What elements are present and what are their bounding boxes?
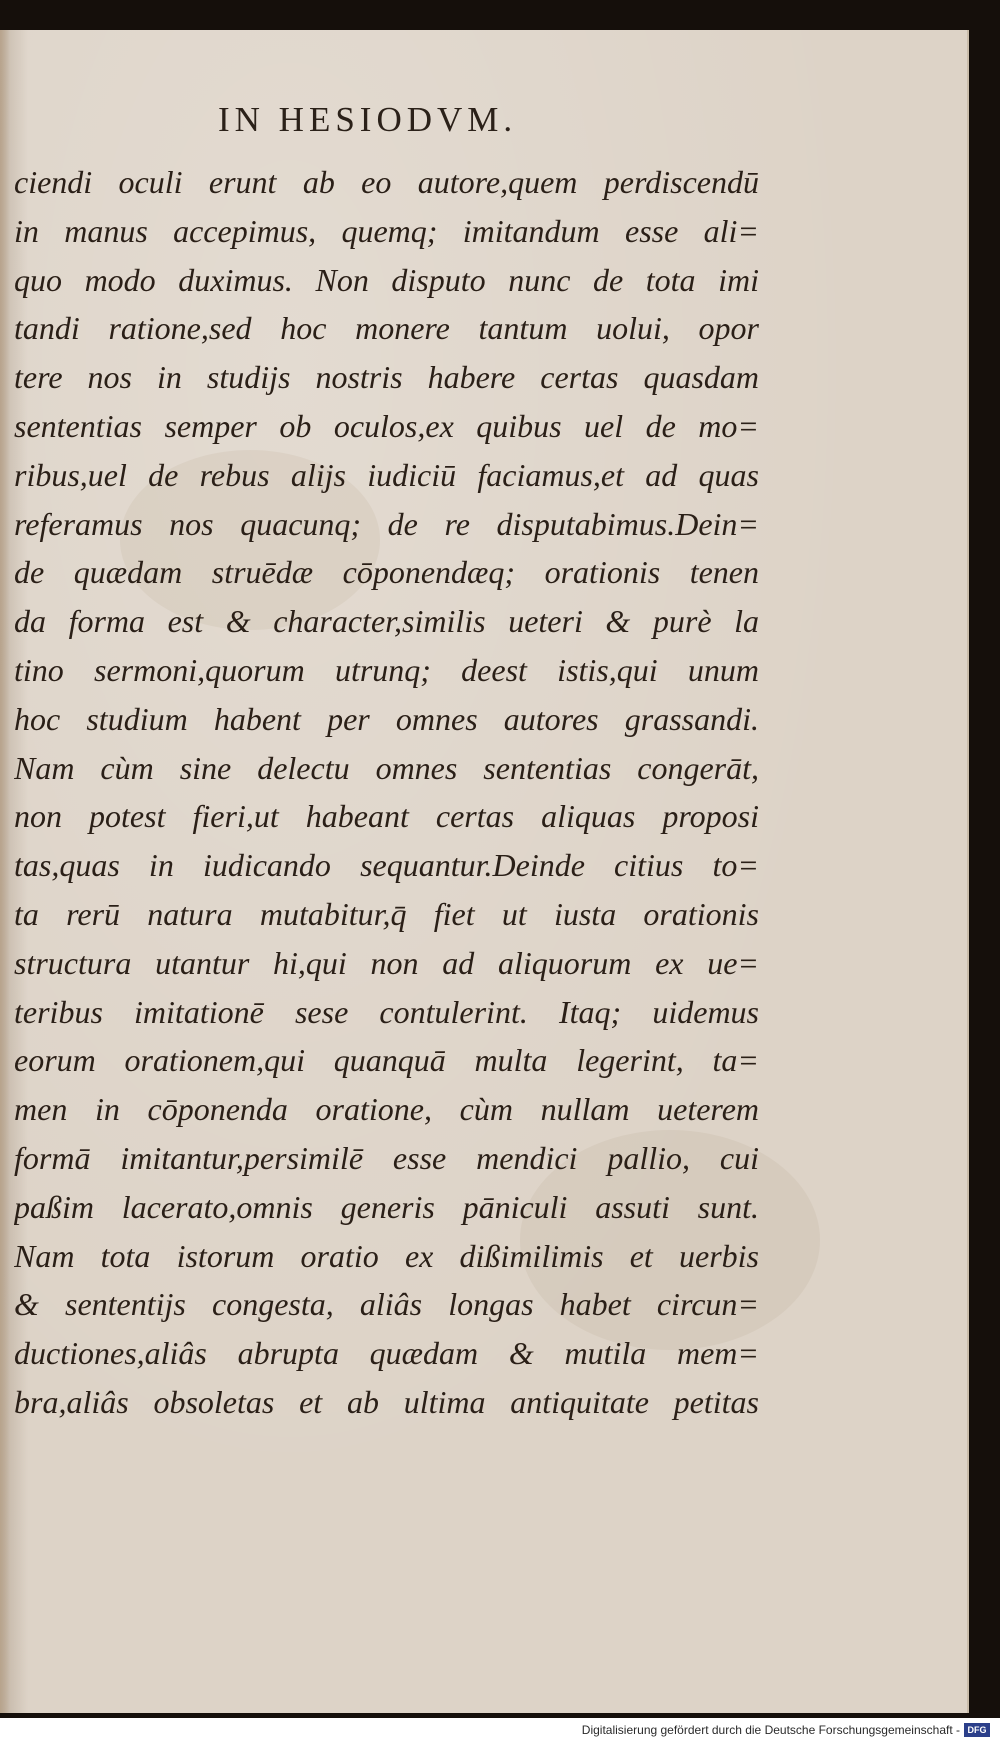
text-line: tas,quas in iudicando sequantur.Deinde citius to= <box>14 847 759 884</box>
text-line: Nam cùm sine delectu omnes sententias congerāt, <box>14 749 759 786</box>
text-line: ta rerū natura mutabitur,q̄ fiet ut iusta orationis <box>14 895 759 932</box>
text-line: da forma est & character,similis ueteri & purè la <box>14 603 759 640</box>
book-page <box>0 30 969 1713</box>
footer-bar <box>0 1718 1000 1743</box>
text-line: sententias semper ob oculos,ex quibus uel de mo= <box>14 407 759 444</box>
text-line: ciendi oculi erunt ab eo autore,quem perdiscendū <box>14 164 759 200</box>
text-line: & sententijs congesta, aliâs longas habet circun= <box>14 1286 759 1323</box>
text-line: Nam tota istorum oratio ex dißimilimis et uerbis <box>14 1237 759 1274</box>
body-text <box>14 158 759 1427</box>
page-gutter-shadow <box>0 30 10 1713</box>
text-line: tandi ratione,sed hoc monere tantum uolui, opor <box>14 310 759 347</box>
text-line: tere nos in studijs nostris habere certas quasdam <box>14 359 759 396</box>
text-line: ductiones,aliâs abrupta quædam & mutila mem= <box>14 1335 759 1372</box>
text-line: referamus nos quacunq; de re disputabimus.Dein= <box>14 505 759 542</box>
text-line: in manus accepimus, quemq; imitandum esse ali= <box>14 212 759 249</box>
text-line: bra,aliâs obsoletas et ab ultima antiquitate petitas <box>14 1383 759 1420</box>
funding-credit: Digitalisierung gefördert durch die Deutsche Forschungsgemeinschaft - <box>581 1723 960 1737</box>
text-line: structura utantur hi,qui non ad aliquorum ex ue= <box>14 944 759 981</box>
text-line: eorum orationem,qui quanquā multa legerint, ta= <box>14 1042 759 1079</box>
text-line: de quædam struēdæ cōponendæq; orationis tenen <box>14 554 759 591</box>
text-line: tino sermoni,quorum utrunq; deest istis,qui unum <box>14 651 759 688</box>
text-line: non potest fieri,ut habeant certas aliquas proposi <box>14 798 759 835</box>
text-line: formā imitantur,persimilē esse mendici pallio, cui <box>14 1139 759 1176</box>
running-head: IN HESIODVM. <box>218 100 518 139</box>
text-line: paßim lacerato,omnis generis pāniculi assuti sunt. <box>14 1188 759 1225</box>
text-line: quo modo duximus. Non disputo nunc de tota imi <box>14 261 759 298</box>
text-line: ribus,uel de rebus alijs iudiciū faciamus,et ad quas <box>14 456 759 493</box>
text-line: men in cōponenda oratione, cùm nullam ueterem <box>14 1091 759 1128</box>
dfg-logo: DFG <box>964 1723 990 1737</box>
text-line: teribus imitationē sese contulerint. Itaq; uidemus <box>14 993 759 1030</box>
text-line: hoc studium habent per omnes autores grassandi. <box>14 700 759 737</box>
